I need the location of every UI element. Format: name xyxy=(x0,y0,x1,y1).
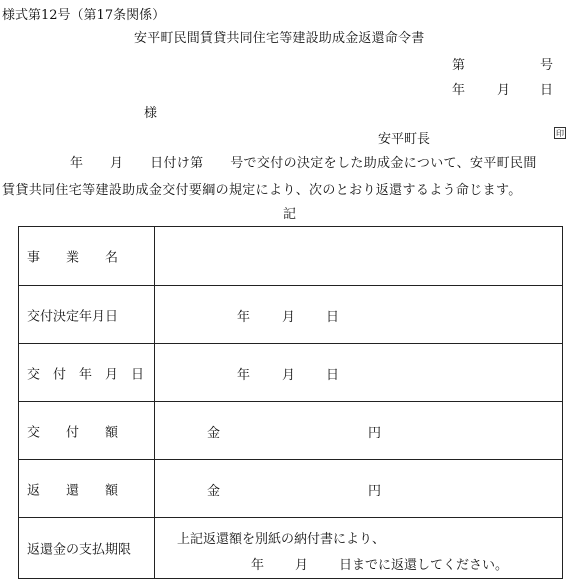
amount-prefix: 金 xyxy=(207,484,221,499)
year-unit: 年 xyxy=(237,310,251,325)
deadline-note-line-1: 上記返還額を別紙の納付書により、 xyxy=(177,532,386,547)
deadline-month-unit: 月 xyxy=(295,558,309,573)
month-unit: 月 xyxy=(282,310,296,325)
body-text-line-1: 年 月 日付け第 号で交付の決定をした助成金について、安平町民間 xyxy=(70,156,537,171)
body-text-line-2: 賃貸共同住宅等建設助成金交付要綱の規定により、次のとおり返還するよう命じます。 xyxy=(2,183,522,198)
row-label: 交付決定年月日 xyxy=(27,309,119,324)
row-label: 事 業 名 xyxy=(27,250,119,266)
table-row-payment-deadline xyxy=(19,517,562,578)
row-label: 返還金の支払期限 xyxy=(27,542,132,558)
yen-unit: 円 xyxy=(368,426,382,441)
table-row-grant-amount xyxy=(19,401,562,459)
grant-date-field xyxy=(155,344,562,401)
decision-date-field xyxy=(155,286,562,343)
row-label: 交 付 年 月 日 xyxy=(27,367,145,382)
document-number-suffix: 号 xyxy=(540,58,554,73)
issue-date-year: 年 xyxy=(452,83,466,98)
day-unit: 日 xyxy=(326,368,340,383)
deadline-year-unit: 年 xyxy=(251,558,265,573)
grant-amount-field xyxy=(155,402,562,459)
table-row-decision-date xyxy=(19,285,562,343)
refund-amount-field xyxy=(155,460,562,517)
document-title: 安平町民間賃貸共同住宅等建設助成金返還命令書 xyxy=(134,31,425,46)
row-label: 交 付 額 xyxy=(27,425,119,440)
refund-details-table xyxy=(18,226,563,579)
day-unit: 日 xyxy=(326,310,340,325)
table-row-refund-amount xyxy=(19,459,562,517)
issue-date-month: 月 xyxy=(497,83,511,98)
addressee-honorific: 様 xyxy=(144,106,158,121)
payment-deadline-field xyxy=(155,518,562,578)
document-number-prefix: 第 xyxy=(452,58,466,73)
business-name-field xyxy=(155,227,562,285)
year-unit: 年 xyxy=(237,368,251,383)
yen-unit: 円 xyxy=(368,484,382,499)
seal-stamp-icon: 印 xyxy=(556,129,564,138)
month-unit: 月 xyxy=(282,368,296,383)
row-label: 返 還 額 xyxy=(27,483,119,498)
table-row-grant-date xyxy=(19,343,562,401)
issue-date-day: 日 xyxy=(540,83,554,98)
deadline-note-line-2: 日までに返還してください。 xyxy=(339,558,509,573)
record-heading: 記 xyxy=(283,207,297,222)
table-row-business-name xyxy=(19,227,562,285)
form-number-label: 様式第12号（第17条関係） xyxy=(2,8,166,23)
issuer-name: 安平町長 xyxy=(378,132,431,147)
amount-prefix: 金 xyxy=(207,426,221,441)
